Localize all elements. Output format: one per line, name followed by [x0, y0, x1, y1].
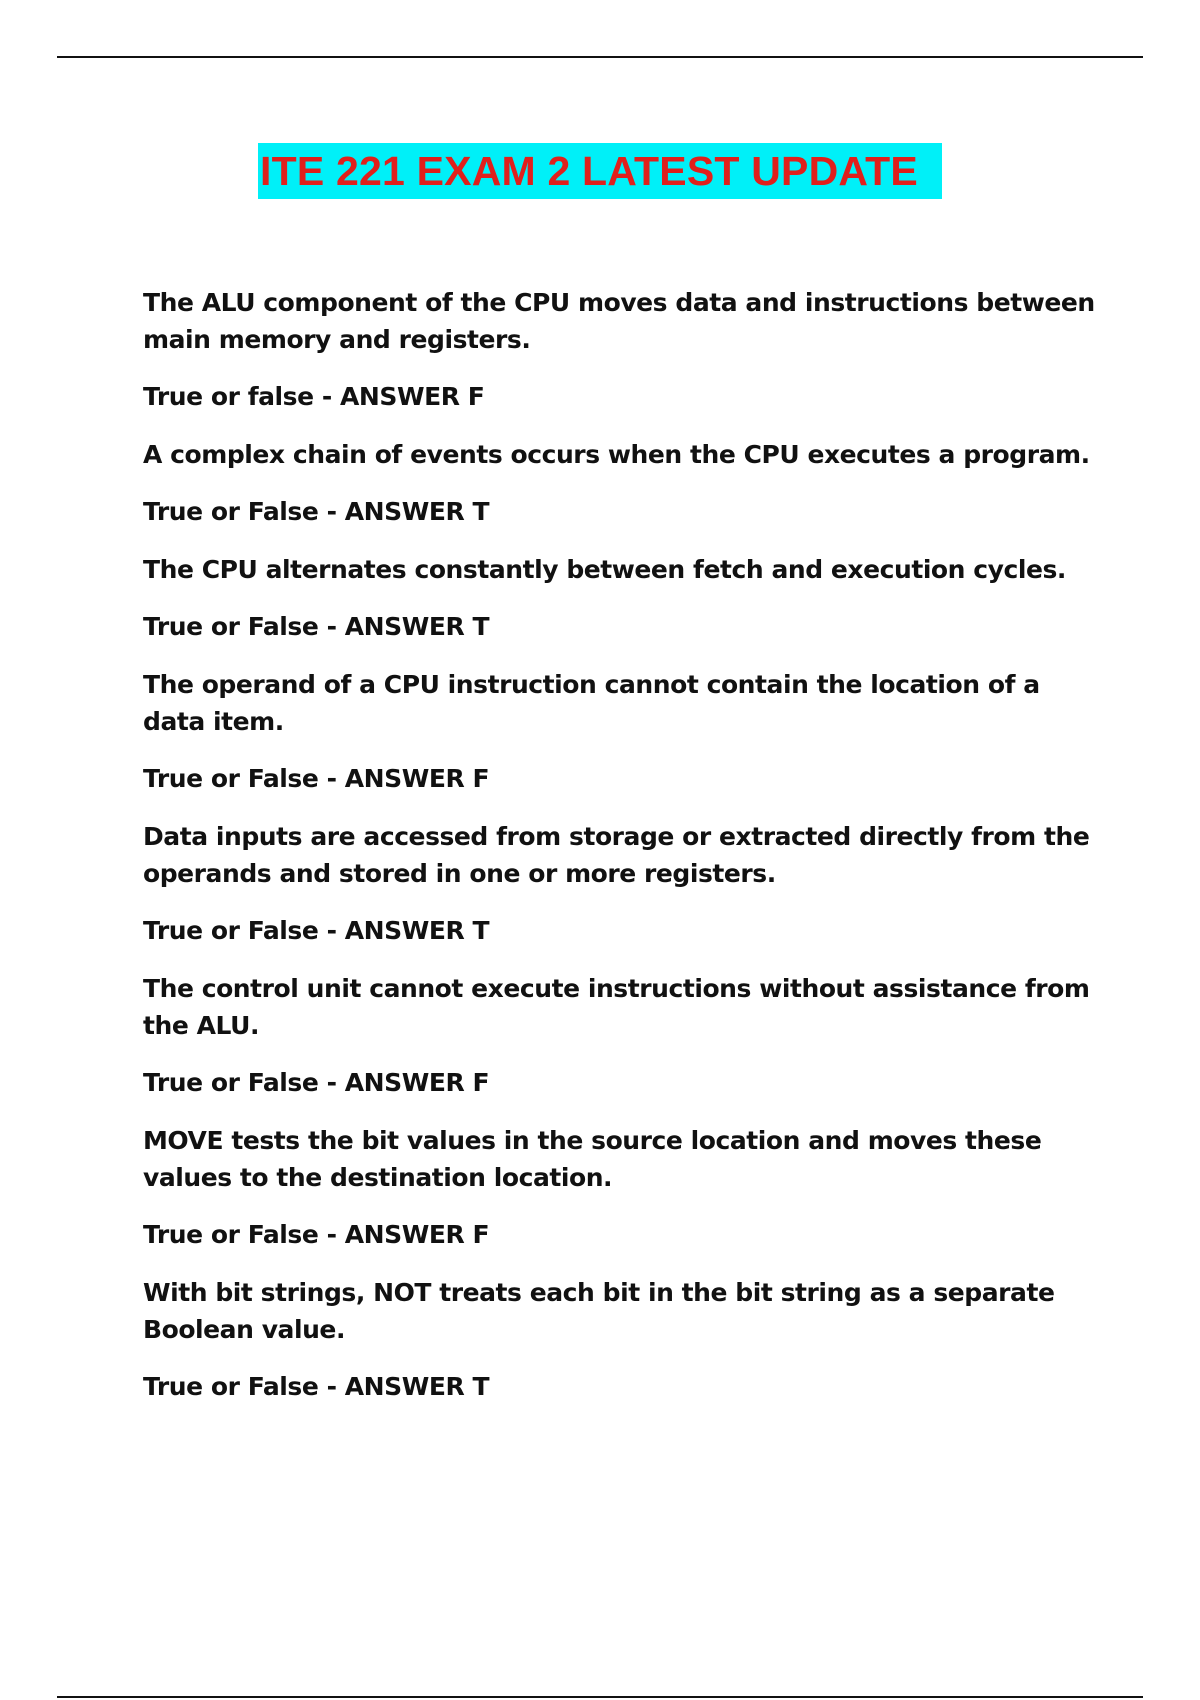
question-text: MOVE tests the bit values in the source location and moves these values to the destination location. — [143, 1126, 1042, 1192]
answer-text: True or False - ANSWER F — [143, 1068, 490, 1097]
qa-item — [143, 436, 1103, 530]
answer-text: True or False - ANSWER F — [143, 1220, 490, 1249]
answer-text: True or False - ANSWER T — [143, 916, 490, 945]
qa-item — [143, 551, 1103, 645]
qa-item — [143, 1122, 1103, 1253]
qa-item — [143, 818, 1103, 949]
question-text: The operand of a CPU instruction cannot contain the location of a data item. — [143, 670, 1040, 736]
answer-text: True or False - ANSWER F — [143, 764, 490, 793]
question-text: Data inputs are accessed from storage or extracted directly from the operands and stored in one or more registers. — [143, 822, 1090, 888]
question-text: With bit strings, NOT treats each bit in the bit string as a separate Boolean value. — [143, 1278, 1055, 1344]
qa-item — [143, 1274, 1103, 1405]
answer-text: True or false - ANSWER F — [143, 382, 485, 411]
question-text: The CPU alternates constantly between fetch and execution cycles. — [143, 555, 1066, 584]
title-container — [0, 143, 1200, 199]
answer-text: True or False - ANSWER T — [143, 497, 490, 526]
header-rule — [57, 56, 1143, 58]
qa-item — [143, 284, 1103, 415]
qa-list — [143, 284, 1103, 1426]
document-title: ITE 221 EXAM 2 LATEST UPDATE — [258, 143, 942, 199]
question-text: The ALU component of the CPU moves data and instructions between main memory and registers. — [143, 288, 1095, 354]
answer-text: True or False - ANSWER T — [143, 612, 490, 641]
question-text: The control unit cannot execute instructions without assistance from the ALU. — [143, 974, 1090, 1040]
qa-item — [143, 666, 1103, 797]
question-text: A complex chain of events occurs when the CPU executes a program. — [143, 440, 1090, 469]
footer-rule — [57, 1696, 1143, 1698]
qa-item — [143, 970, 1103, 1101]
answer-text: True or False - ANSWER T — [143, 1372, 490, 1401]
